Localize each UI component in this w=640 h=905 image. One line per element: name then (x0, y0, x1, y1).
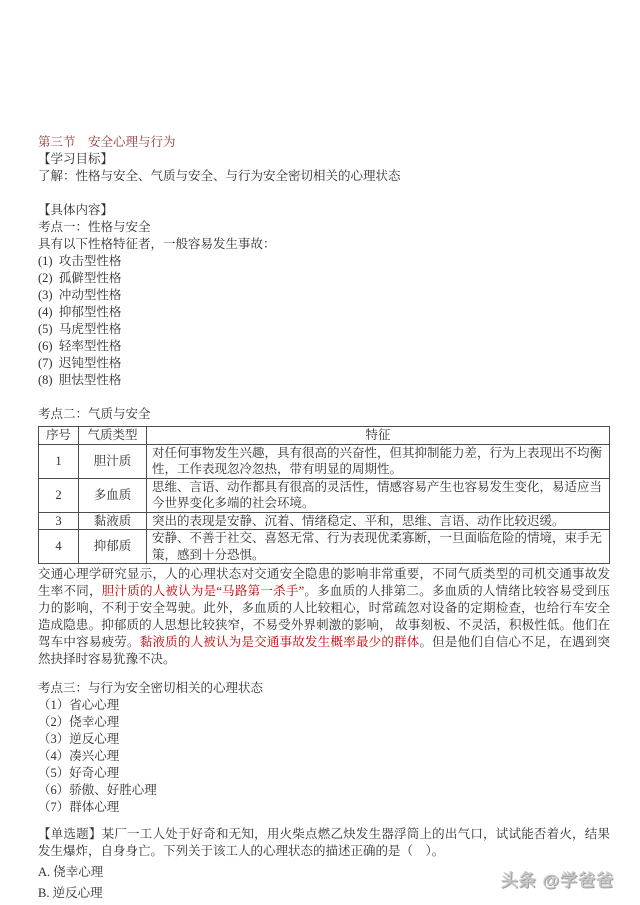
spacer (38, 816, 610, 826)
study-goal-text: 了解：性格与安全、气质与安全、与行为安全密切相关的心理状态 (38, 169, 401, 183)
analysis-paragraph (38, 566, 610, 668)
psychology-list-item: （4）凑兴心理 (38, 749, 120, 763)
point3-heading: 考点三：与行为安全密切相关的心理状态 (38, 681, 264, 695)
psychology-list-item: （2）侥幸心理 (38, 715, 120, 729)
point1-intro: 具有以下性格特征者，一般容易发生事故： (38, 237, 276, 251)
psychology-list-item: （5）好奇心理 (38, 766, 120, 780)
table-row (39, 478, 610, 512)
personality-list-item: (7) 迟钝型性格 (38, 356, 122, 370)
toutiao-watermark: 头条 @学爸爸 (500, 871, 614, 890)
cell-feature: 安静、不善于社交、喜怒无常、行为表现优柔寡断，一旦面临危险的情境，束手无策，感到十分恐惧。 (147, 530, 610, 564)
psychology-list-item: （1）省心心理 (38, 698, 120, 712)
table-row (39, 512, 610, 530)
cell-no: 1 (39, 444, 79, 478)
cell-feature: 思维、言语、动作都具有很高的灵活性，情感容易产生也容易发生变化，易适应当今世界变化多端的社会环境。 (147, 478, 610, 512)
point1-heading: 考点一：性格与安全 (38, 220, 151, 234)
personality-list-item: (1) 攻击型性格 (38, 254, 122, 268)
analysis-segment: 。但是他们自信心不足，在遇到突然抉择时容易犹豫不决。 (38, 635, 610, 666)
psychology-list-item: （7）群体心理 (38, 800, 120, 814)
cell-type: 黏液质 (79, 512, 147, 530)
cell-no: 3 (39, 512, 79, 530)
analysis-segment-highlight: 胆汁质的人被认为是“马路第一杀手” (101, 584, 305, 598)
document-body (38, 134, 610, 902)
table-header-type: 气质类型 (79, 427, 147, 445)
table-row (39, 444, 610, 478)
cell-type: 多血质 (79, 478, 147, 512)
psychology-list-item: （3）逆反心理 (38, 732, 120, 746)
content-label: 【具体内容】 (38, 203, 114, 217)
table-header-feature: 特征 (147, 427, 610, 445)
analysis-segment-highlight: 黏液质的人被认为是交通事故发生概率最少的群体 (139, 635, 420, 649)
table-row (39, 530, 610, 564)
personality-list-item: (3) 冲动型性格 (38, 288, 122, 302)
cell-no: 2 (39, 478, 79, 512)
analysis-segment: 交通心理学研究显示，人的心理状态对交通安全隐患的影响非常重要，不同气质类型的司机交通事故发生率不同， (38, 567, 610, 598)
personality-list-item: (2) 孤僻型性格 (38, 271, 122, 285)
personality-list-item: (6) 轻率型性格 (38, 339, 122, 353)
cell-type: 抑郁质 (79, 530, 147, 564)
section-title: 第三节 安全心理与行为 (38, 135, 176, 149)
spacer (38, 668, 610, 680)
personality-list-item: (4) 抑郁型性格 (38, 305, 122, 319)
question-text: 【单选题】某厂一工人处于好奇和无知，用火柴点燃乙炔发生器浮筒上的出气口，试试能否着火，结果发生爆炸，自身身亡。下列关于该工人的心理状态的描述正确的是（ ）。 (38, 827, 610, 858)
study-goal-label: 【学习目标】 (38, 152, 114, 166)
point2-heading: 考点二：气质与安全 (38, 407, 151, 421)
cell-type: 胆汁质 (79, 444, 147, 478)
personality-list-item: (5) 马虎型性格 (38, 322, 122, 336)
spacer (38, 185, 610, 202)
cell-no: 4 (39, 530, 79, 564)
cell-feature: 突出的表现是安静、沉着、情绪稳定、平和，思维、言语、动作比较迟缓。 (147, 512, 610, 530)
psychology-list-item: （6）骄傲、好胜心理 (38, 783, 157, 797)
question-option-a: A. 侥幸心理 (38, 865, 104, 879)
cell-feature: 对任何事物发生兴趣，具有很高的兴奋性，但其抑制能力差，行为上表现出不均衡性，工作表现忽冷忽热，带有明显的周期性。 (147, 444, 610, 478)
personality-list-item: (8) 胆怯型性格 (38, 373, 122, 387)
spacer (38, 389, 610, 406)
question-option-b: B. 逆反心理 (38, 886, 103, 900)
analysis-segment: 。多血质的人排第二。多血质的人情绪比较容易受到压力的影响，不利于安全驾驶。此外，多血质的人比较粗心，时常疏忽对设备的定期检查，也给行车安全造成隐患。抑郁质的人思想比较狭窄，不易受外界刺激的影响， 故事刻板、不灵活，积极性低。他们在驾车中容易疲劳。 (38, 584, 610, 649)
table-header-row (39, 427, 610, 445)
table-header-no: 序号 (39, 427, 79, 445)
temperament-table (38, 426, 610, 564)
